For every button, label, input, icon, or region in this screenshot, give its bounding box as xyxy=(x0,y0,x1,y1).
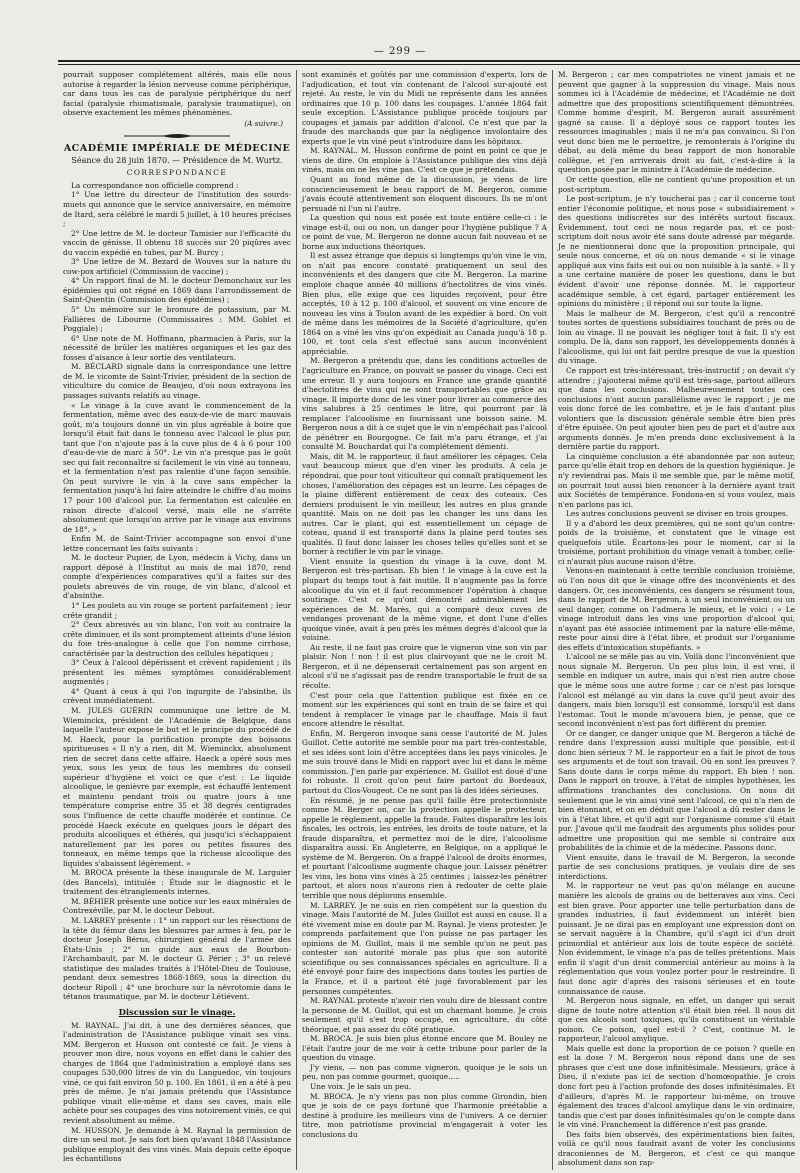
ornament-rule-icon xyxy=(122,132,232,140)
col2-paragraph: M. RAYNAL. M. Husson confirme de point en point ce que je viens de dire. On emploie à l'Assistance publique des vins déjà vinés, mais on ne les vine pas. C'est ce que je prétendais. xyxy=(302,146,547,175)
col3-paragraph: La cinquième conclusion a été abandonnée par son auteur, parce qu'elle était trop en dehors de la question hygiénique. Je n'y reviendrai pas. Mais il me semble que, par le même motif, on pourrait tout aussi bien renoncer à la dernière ayant trait aux Sociétés de tempérance. Fondons-en si vous voulez, mais n'en parlons pas ici. xyxy=(558,451,795,509)
col1-paragraph: M. JULES GUÉRIN communique une lettre de M. Wieminckx, président de l'Académie de Belgique, dans laquelle l'auteur expose le but et le principe du procédé de M. Haeck, pour la purification prompte des boissons spiritueuses « Il n'y a rien, dit M. Wieminckx, absolument rien de secret dans cette affaire. Haeck a opéré sous mes yeux, sous les yeux de tous les membres du conseil supérieur d'hygiène et voici ce que c'est : Le liquide alcoolique, le genièvre par exemple, est échauffé lentement et maintenu pendant trois ou quatre jours à une température comprise entre 35 et 38 degrés centigrades sous l'influence de cette chauffe modérée et continue. Ce procédé Haeck exécute en quelques jours le départ des produits alcooliques et éthérés, qui jusqu'ici s'échappaient naturellement par les pores ou petites fissures des tonneaux, en même temps que la richesse alcoolique des liquides s'abaissent légèrement. » xyxy=(63,706,291,868)
col2-paragraph: Au reste, il ne faut pas croire que le vigneron vine son vin par plaisir. Non ! non ! il est plus clairvoyant que ne le croit M. Bergeron, et il ne dépenserait certainement pas son argent en alcool s'il ne s'agissait pas de rendre transportable le fruit de sa récolte. xyxy=(302,642,547,690)
col3-paragraph: M. Bergeron nous signale, en effet, un danger qui serait digne de toute notre attention s'il était bien réel. Il nous dit que ces alcools sont toxiques, qu'ils constituent un véritable poison. Ce poison, quel est-il ? C'est, continue M. le rapporteur, l'alcool amylique. xyxy=(558,996,795,1044)
continuation-note: (A suivre.) xyxy=(244,118,283,128)
col2-paragraph: Enfin, M. Bergeron invoque sans cesse l'autorité de M. Jules Guillot. Cette autorité me semble pour ma part très-contestable, et ses idées sont loin d'être acceptées dans les pays vinicoles. Je me suis trouvé dans le Midi en rapport avec lui et dans le même commission. J'en parle par expérience. M. Guillot est doué d'une foi robuste. Il croit qu'on peut faire partout du Bordeaux, partout du Clos-Vougeot. Ce ne sont pas là des idées sérieuses. xyxy=(302,728,547,796)
col2-paragraph: sont examinés et goûtés par une commission d'experts, lors de l'adjudication, et tout vin contenant de l'alcool sur-ajouté est rejeté. Au reste, le vin du Midi ne représente dans les années ordinaires que 10 p. 100 dans les coupages. L'année 1864 fait seule exception. L'Assistance publique procède toujours par coupages et jamais par addition d'alcool. Ce n'est que par la fraude des marchands que par la négligence involontaire des experts que le vin viné peut s'introduire dans les hôpitaux. xyxy=(302,70,547,146)
col3-paragraph: Mais quelle est donc la proportion de ce poison ? quelle en est la dose ? M. Bergeron nous répond dans une de ses phrases que c'est une dose infinitésimale. Messieurs, grâce à Dieu, il n'existe pas ici de section d'homœopathie. Je crois donc fort peu à l'action profonde des doses infinitésimales. Et d'ailleurs, d'après M. le rapporteur lui-même, on trouve également des traces d'alcool amylique dans le vin ordinaire, tandis que c'est par doses infinitésimales qu'on le compte dans le vin viné. Franchement la différence n'est pas grande. xyxy=(558,1043,795,1130)
col1-paragraph: 4° Quant à ceux à qui l'on ingurgite de l'absinthe, ils crèvent immédiatement. xyxy=(63,686,291,706)
col1-paragraph: M. BROCA présente la thèse inaugurale de M. Larguier (des Bancels), intitulée : Étude sur le diagnostic et le traitement des étranglements internes. xyxy=(63,868,291,897)
col1-paragraph: La correspondance non officielle comprend : xyxy=(71,180,239,190)
col2-paragraph: M. BROCA. Je n'y viens pas non plus comme Girondin, bien que je sois de ce pays fortuné que l'harmonie préétablie a destiné à produire les meilleurs vins de l'univers. A ce dernier titre, mon patriotisme provincial m'engagerait à voter les conclusions du xyxy=(302,1091,547,1139)
discussion-heading: Discussion sur le vinage. xyxy=(118,1006,236,1017)
col2-paragraph: J'y viens, — non pas comme vigneron, quoique je le sois un peu, non pas comme gourmet, quoique..... xyxy=(302,1062,547,1082)
col3-paragraph: Ce rapport est très-intéressant, très-instructif ; on devait s'y attendre ; j'ajouterai même qu'il est très-sage, partout ailleurs que dans les conclusions. Malheureusement toutes ces conclusions n'ont aucun parallélisme avec le rapport ; je me vois donc forcé de les combattre, et je le fais d'autant plus volontiers que la discussion générale semble être bien près d'être épuisée. On peut ajouter bien peu de part et d'autre aux arguments donnés. Je m'en prends donc exclusivement à la dernière partie du rapport. xyxy=(558,365,795,452)
col1-paragraph: 3° Ceux à l'alcool dépérissent et crèvent rapidement ; ils présentent les mêmes symptômes considérablement augmentés ; xyxy=(63,658,291,687)
col3-paragraph: M. Bergeron ; car mes compatriotes ne vinent jamais et ne peuvent que gagner à la suppression du vinage. Mais nous sommes ici à l'Académie de médecine, et l'Académie ne doit admettre que des propositions scientifiquement démontrées. Comme homme d'esprit, M. Bergeron aurait assurément gagné sa cause. Il a déployé sous ce rapport toutes les ressources imaginables ; mais il ne m'a pas convaincu. Si l'on veut donc bien me le permettre, je remonterais à l'origine du débat, au delà même du beau rapport de mon honorable collègue, et j'en arriverais droit au fait, c'est-à-dire à la question posée par le ministre à l'Académie de médecine. xyxy=(558,70,795,175)
col2-paragraph: M. RAYNAL proteste n'avoir rien voulu dire de blessant contre la personne de M. Guillot, qui est un charmant homme. Je crois seulement qu'il s'est trop occupé, en agriculture, du côté théorique, et pas assez du côté pratique. xyxy=(302,996,547,1034)
col3-paragraph: L'alcool ne se mêle pas au vin. Voilà donc l'inconvénient que nous signale M. Bergeron. Un peu plus loin, il est vrai, il semble en indiquer un autre, mais qui n'est rien autre chose que le même sous une autre forme ; car ce n'est pas lorsque l'alcool est mélangé au vin dans la cuve qu'il peut avoir des dangers, mais bien lorsqu'il est consommé, lorsqu'il est dans l'estomac. Tout le monde m'avouera bien, je pense, que ce second inconvénient n'est pas fort différent du premier. xyxy=(558,652,795,729)
col1-paragraph: pourrait supposer complétement altérés, mais elle nous autorise à regarder la lésion nerveuse comme périphérique, car dans tous les cas de paralysie périphérique du nerf facial (paralysie rhumatismale, paralysie traumatique), on observe exactement les mêmes phénomènes. xyxy=(63,70,291,118)
col1-paragraph: 2° Ceux abreuvés au vin blanc, l'on voit au contraire la crête diminuer, et ils sont promptement atteints d'une lésion du foie très-analogue à celle que l'on nomme cirrhose, caractérisée par la destruction des cellules hépatiques ; xyxy=(63,620,291,658)
col2-paragraph: Mais, dit M. le rapporteur, il faut améliorer les cépages. Cela vaut beaucoup mieux que d'en viner les produits. A cela je répondrai, que pour tout viticulteur qui connaît pratiquement les choses, l'amélioration des cépages est un leurre. Les cépages de la plaine diffèrent entièrement de ceux des coteaux. Ces derniers produisent le vin meilleur, les autres en plus grande quantité. Mais on ne doit pas les changer les uns dans les autres. Car le plant, qui est essentiellement un cépage de coteau, quand il est transporté dans la plaine perd toutes ses qualités. Il faut donc laisser les choses telles qu'elles sont et se borner à rectifier le vin par le vinage. xyxy=(302,451,547,557)
col1-paragraph: M. LARREY présente : 1° un rapport sur les résections de la tête du fémur dans les blessures par armes à feu, par le docteur Joseph Bérns, chirurgien général de l'armée des États-Unis ; 2° un guide aux eaux de Bourbon-l'Archambault, par M. le docteur G. Périer ; 3° un relevé statistique des malades traités à l'Hôtel-Dieu de Toulouse, pendant deux semestres 1868-1869, sous la direction du docteur Ripoll ; 4° une brochure sur la névrotomie dans le tétanos traumatique, par M. le docteur Létiévent. xyxy=(63,916,291,1002)
col2-paragraph: M. LARREY. Je ne suis en rien compétent sur la question du vinage. Mais l'autorité de M. Jules Guillot est aussi en cause. Il a été vivement mise en doute par M. Raynal. Je viens protester. Je comprends parfaitement que l'on puisse ne pas partager les opinions de M. Guillot, mais il me semble qu'on ne peut pas contester son autorité morale pas plus que son autorité scientifique ou ses connaissances spéciales en agriculture. Il a été envoyé pour faire des inspections dans toutes les parties de la France, et il a partout été jugé favorablement par les personnes compétentes. xyxy=(302,900,547,996)
col3-paragraph: Mais le malheur de M. Bergeron, c'est qu'il a rencontré toutes sortes de questions subsidiaires touchant de près ou de loin au vinage. Il ne pouvait les négliger tout à fait. Il s'y est complu. De là, dans son rapport, les développements donnés à l'alcoolisme, qui lui ont fait perdre presque de vue la question du vinage. xyxy=(558,308,795,366)
col2-paragraph: Quant au fond même de la discussion, je viens de lire consciencieusement le beau rapport de M. Bergeron, comme j'avais écouté attentivement son éloquent discours. Ils ne m'ont persuadé ni l'un ni l'autre. xyxy=(302,175,547,213)
col1-paragraph: « Le vinage à la cuve avant le commencement de la fermentation, même avec des eaux-de-vie de marc mauvais goût, m'a toujours donné un vin plus agréable à boire que lorsqu'il était fait dans le tonneau avec l'alcool le plus pur, tant que l'on n'ajoute pas à la cuve plus de 4 à 6 pour 100 d'eau-de-vie de marc à 50°. Le vin n'a presque pas le goût sec qui fait reconnaître si facilement le vin viné au tonneau, et la fermentation n'est pas ralentie d'une façon sensible. On peut survivre le vin à la cuve sans empêcher la fermentation jusqu'à lui faire atteindre le chiffre d'au moins 17 pour 100 d'alcool pur. La fermentation est calculée en raison directe d'alcool versé, mais elle ne s'arrête absolument que lorsqu'on arrive par le vinage aux environs de 18°. » xyxy=(63,400,291,534)
col1-paragraph: 5° Un mémoire sur le bromure de potassium, par M. Fallières de Libourne (Commissaires : MM. Goblet et Poggiale) ; xyxy=(63,305,291,334)
col3-paragraph: Or ce danger, ce danger unique que M. Bergeron a tâché de rendre dans l'expression aussi multiple que possible, est-il donc bien sérieux ? M. le rapporteur en a fait le pivot de tous ses arguments et de tout son travail. Où en sont les preuves ? Sans doute dans le corps même du rapport. Eh bien ! non. Dans le rapport on trouve, à l'état de simples hypothèses, les affirmations tranchantes des conclusions. On nous dit seulement que le vin ainsi viné sent l'alcool, ce qui n'a rien de bien étonnant, et on en déduit que l'alcool a dû rester dans le vin à l'état libre, et qu'il agit sur l'organisme comme s'il était pur. J'avoue qu'il me faudrait des arguments plus solides pour admettre une proposition qui me semble si contraire aux probabilités de la chimie et de la médecine. Passons donc. xyxy=(558,728,795,853)
col3-paragraph: Vient ensuite, dans le travail de M. Bergeron, la seconde partie de ses conclusions pratiques, je voulais dire de ses interdictions. xyxy=(558,852,795,881)
header-rule xyxy=(58,60,800,65)
column-3 xyxy=(552,70,800,1170)
col2-paragraph: Vient ensuite la question du vinage à la cuve, dont M. Bergeron est très-partisan. Eh bien ! le vinage à la cuve est la plupart du temps tout à fait inutile. Il n'augmente pas la force alcoolique du vin et il faut recommencer l'opération à chaque soutirage. C'est ce qu'ont démontré admirablement les expériences de M. Marès, qui a comparé deux cuves de vendanges provenant de la même vigne, et dont l'une d'elles quoique vinée, avait à peu près les mêmes degrés d'alcool que la voisine. xyxy=(302,556,547,643)
col3-paragraph: Des faits bien observés, des expérimentations bien faites, voilà ce qu'il nous faudrait avant de voter les conclusions draconiennes de M. Bergeron, et c'est ce qui manque absolument dans son rap- xyxy=(558,1129,795,1168)
col1-paragraph: 3° Une lettre de M. Bezard de Wouves sur la nature du cow-pox artificiel (Commission de vaccine) ; xyxy=(63,257,291,276)
col1-paragraph: 1° Les poulets au vin rouge se portent parfaitement ; leur crête grandit ; xyxy=(63,600,291,620)
col2-paragraph: Une voix. Je le sais un peu. xyxy=(310,1081,412,1091)
col2-paragraph: M. BROCA. Je suis bien plus étonné encore que M. Bouley ne l'était l'autre jour de me voir à cette tribune pour parler de la question du vinage. xyxy=(302,1034,547,1063)
col3-paragraph: Or cette question, elle ne contient qu'une proposition et un post-scriptum. xyxy=(558,175,795,194)
col2-paragraph: M. Bergeron a prétendu que, dans les conditions actuelles de l'agriculture en France, on pouvait se passer du vinage. Ceci est une erreur. Il y aura toujours en France une grande quantité d'hectolitres de vins qui ne sont transportables que grâce au vinage. Il importe donc de les viner pour livrer au commerce des vins salubres à 25 centimes le litre, qui pourront par là remplacer l'alcoolisme en fournissant une boisson saine. M. Bergeron nous a dit à ce sujet que le vin n'empêchait pas l'alcool de pénétrer en Bourgogne. Ce fait m'a paru étrange, et j'ai consulté M. Bouchardat qui l'a complétement démenti. xyxy=(302,356,547,452)
col1-paragraph: M. BÉCLARD signale dans la correspondance une lettre de M. le vicomte de Saint-Trivier, président de la section de viticulture du comice de Beaujeu, d'où nous extrayons les passages suivants relatifs au vinage. xyxy=(63,362,291,400)
col3-paragraph: Venons-en maintenant à cette terrible conclusion troisième, où l'on nous dit que le vinage offre des inconvénients et des dangers. Or, ces inconvénients, ces dangers se résument tous, dans le rapport de M. Bergeron, à un seul inconvénient ou un seul danger, comme on l'admera le mieux, et le voici : « Le vinage introduit dans les vins une proportion d'alcool qui, n'ayant pas été associée intimement par la nature elle-même, reste pour ainsi dire à l'état libre, et produit sur l'organisme des effets d'intoxication stupéfiants. » xyxy=(558,566,795,652)
col2-paragraph: En résumé, je ne pense pas qu'il faille être protectionniste comme M. Berger on, car la protection appelle le protecteur, appelle le règlement, appelle la fraude. Faites disparaître les lois fiscales, les octrois, les entrées, les droits de toute nature, et la fraude disparaîtra, et permettez moi de le dire, l'alcoolisme disparaîtra aussi. En Angleterre, en Belgique, on a appliqué le système de M. Bergeron. On a frappé l'alcool de droits énormes, et pourtant l'alcoolisme augmente chaque jour. Laissez pénétrer les vins, les bons vins vinés à 25 centimes ; laissez-les pénétrer partout, et alors nous n'aurons rien à redouter de cette plaie terrible que nous déplorons ensemble. xyxy=(302,795,547,901)
col1-paragraph: 1° Une lettre du directeur de l'institution des sourds-muets qui annonce que le service anniversaire, en mémoire de Itard, sera célébré le mardi 5 juillet, à 10 heures précises ; xyxy=(63,190,291,229)
col3-paragraph: Les autres conclusions peuvent se diviser en trois groupes. xyxy=(566,509,789,519)
col2-paragraph: La question qui nous est posée est toute entière celle-ci : le vinage est-il, oui ou non, un danger pour l'hygiène publique ? A ce point de vue, M. Bergeron ne donne aucun fait nouveau et se borne aux inductions théoriques. xyxy=(302,213,547,251)
col1-paragraph: Enfin M. de Saint-Trivier accompagne son envoi d'une lettre concernant les faits suivants : xyxy=(63,534,291,553)
correspondance-heading: CORRESPONDANCE xyxy=(126,168,228,178)
col3-paragraph: Il y a d'abord les deux premières, qui ne sont qu'un contre-poids de la troisième, et constatent que le vinage est quelquefois utile. Écartons-les pour le moment, car si la troisième, portant prohibition du vinage venait à tomber, celle-ci n'aurait plus aucune raison d'être. xyxy=(558,518,795,566)
col1-paragraph: 4° Un rapport final de M. le docteur Demonchaux sur les épidémies qui ont régné en 1869 dans l'arrondissement de Saint-Quentin (Commission des épidémies) ; xyxy=(63,276,291,305)
col1-paragraph: 6° Une note de M. Hoffmann, pharmacien à Paris, sur la nécessité de brûler les matières organiques et les gaz des fosses d'aisance à leur sortie des ventilateurs. xyxy=(63,333,291,362)
section-heading: ACADÉMIE IMPÉRIALE DE MÉDECINE xyxy=(63,143,291,155)
col1-paragraph: M. BÉHIER présente une notice sur les eaux minérales de Contrexéville, par M. le docteur Debout. xyxy=(63,896,291,916)
col2-paragraph: C'est pour cela que l'attention publique est fixée en ce moment sur les expériences qui sont en train de se faire et qui tendent à remplacer le vinage par le chauffage. Mais il faut encore attendre le résultat. xyxy=(302,690,547,729)
col3-paragraph: Le post-scriptum, je n'y toucherai pas ; car il concerne tout entier l'économie politique, et nous pose « subsidiairement » des questions indiscrètes sur des intérêts surtout fiscaux. Évidemment, tout ceci ne nous regarde pas, et ce post-scriptum doit nous avoir été sans doute adressé par mégarde. Je ne mentionnerai donc que la proposition principale, qui seule nous concerne, et où on nous demande « si le vinage appliqué aux vins faits est oui ou non nuisible à la santé. » Il y a une certaine manière de poser les questions, dans le but évident d'avoir une réponse donnée. M. le rapporteur académique semble, à cet égard, partager entièrement les opinions du ministère ; il répond oui sur toute la ligne. xyxy=(558,194,795,309)
col1-paragraph: M. HUSSON. Je demande à M. Raynal la permission de dire un seul mot. Je sais fort bien qu'avant 1848 l'Assistance publique employait des vins vinés. Mais depuis cette époque les échantillons xyxy=(63,1125,291,1164)
column-2 xyxy=(296,70,552,1170)
column-1 xyxy=(58,70,296,1170)
newspaper-columns xyxy=(58,70,800,1170)
session-line: Séance du 28 juin 1870. — Présidence de M. Wurtz. xyxy=(71,155,283,165)
col2-paragraph: Il est assez étrange que depuis si longtemps qu'on vine le vin, on n'ait pas encore constaté pratiquement un seul des inconvénients et des dangers que cite M. Bergeron. La marine emploie chaque année 40 millions d'hectolitres de vins vinés. Bien plus, elle exige que ces liquides reçoivent, pour être acceptés, 10 à 12 p. 100 d'alcool, et souvent on vine encore de nouveau les vins à Toulon avant de les expédier à bord. On voit de même dans les mémoires de la Société d'agriculture, qu'en 1864 on a viné les vins qu'on expédiait au Canada jusqu'à 18 p. 100, et tout cela s'est effectué sans aucun inconvénient appréciable. xyxy=(302,251,547,356)
col1-paragraph: 2° Une lettre de M. le docteur Tamisier sur l'efficacité du vaccin de génisse. Il obtenu 18 succès sur 20 piqûres avec du vaccin expédié en tubes, par M. Burcy ; xyxy=(63,228,291,257)
page-number: — 299 — xyxy=(373,46,427,57)
col1-paragraph: M. le docteur Pupier, de Lyon, médecin à Vichy, dans un rapport déposé à l'Institut au mois de mai 1870, rend compte d'expériences comparatives qu'il a faites sur des poulets abreuvés de vin rouge, de vin blanc, d'alcool et d'absinthe. xyxy=(63,553,291,601)
col3-paragraph: M. le rapporteur ne veut pas qu'on mélange en aucune manière les alcools de grains ou de betteraves aux vins. Ceci est bien grave. Pour apporter une telle perturbation dans de grandes industries, il faut évidemment un intérêt bien puissant. Je ne dirai pas en employant une expression dont on se servait naguère à la Chambre, qu'il s'agit ici d'un droit primordial et antérieur aux lois de toute espèce de société. Non évidemment, le vinage n'a pas de telles prétentions. Mais enfin il s'agit d'un droit commercial antérieur au moins à la réglementation que vous voulez porter pour le restreindre. Il faut donc agir d'après des raisons sérieuses et en toute connaissance de cause. xyxy=(558,881,795,996)
col1-paragraph: M. RAYNAL. J'ai dit, à une des dernières séances, que l'administration de l'Assistance publique vinait ses vins. MM. Bergeron et Husson ont contesté ce fait. Je viens à prouver mon dire, nous voyons en effet dans le cahier des charges de 1864 que l'administration a employé dans ses coupages 530,000 litres de vin du Languedoc, vin toujours viné, ce qui fait environ 50 p. 100. En 1861, il en a été à peu près de même. Je n'ai jamais prétendu que l'Assistance publique vinait elle-même et dans ses caves, mais elle achète pour ses coupages des vins notoirement vinés, ce qui revient absolument au même. xyxy=(63,1020,291,1125)
